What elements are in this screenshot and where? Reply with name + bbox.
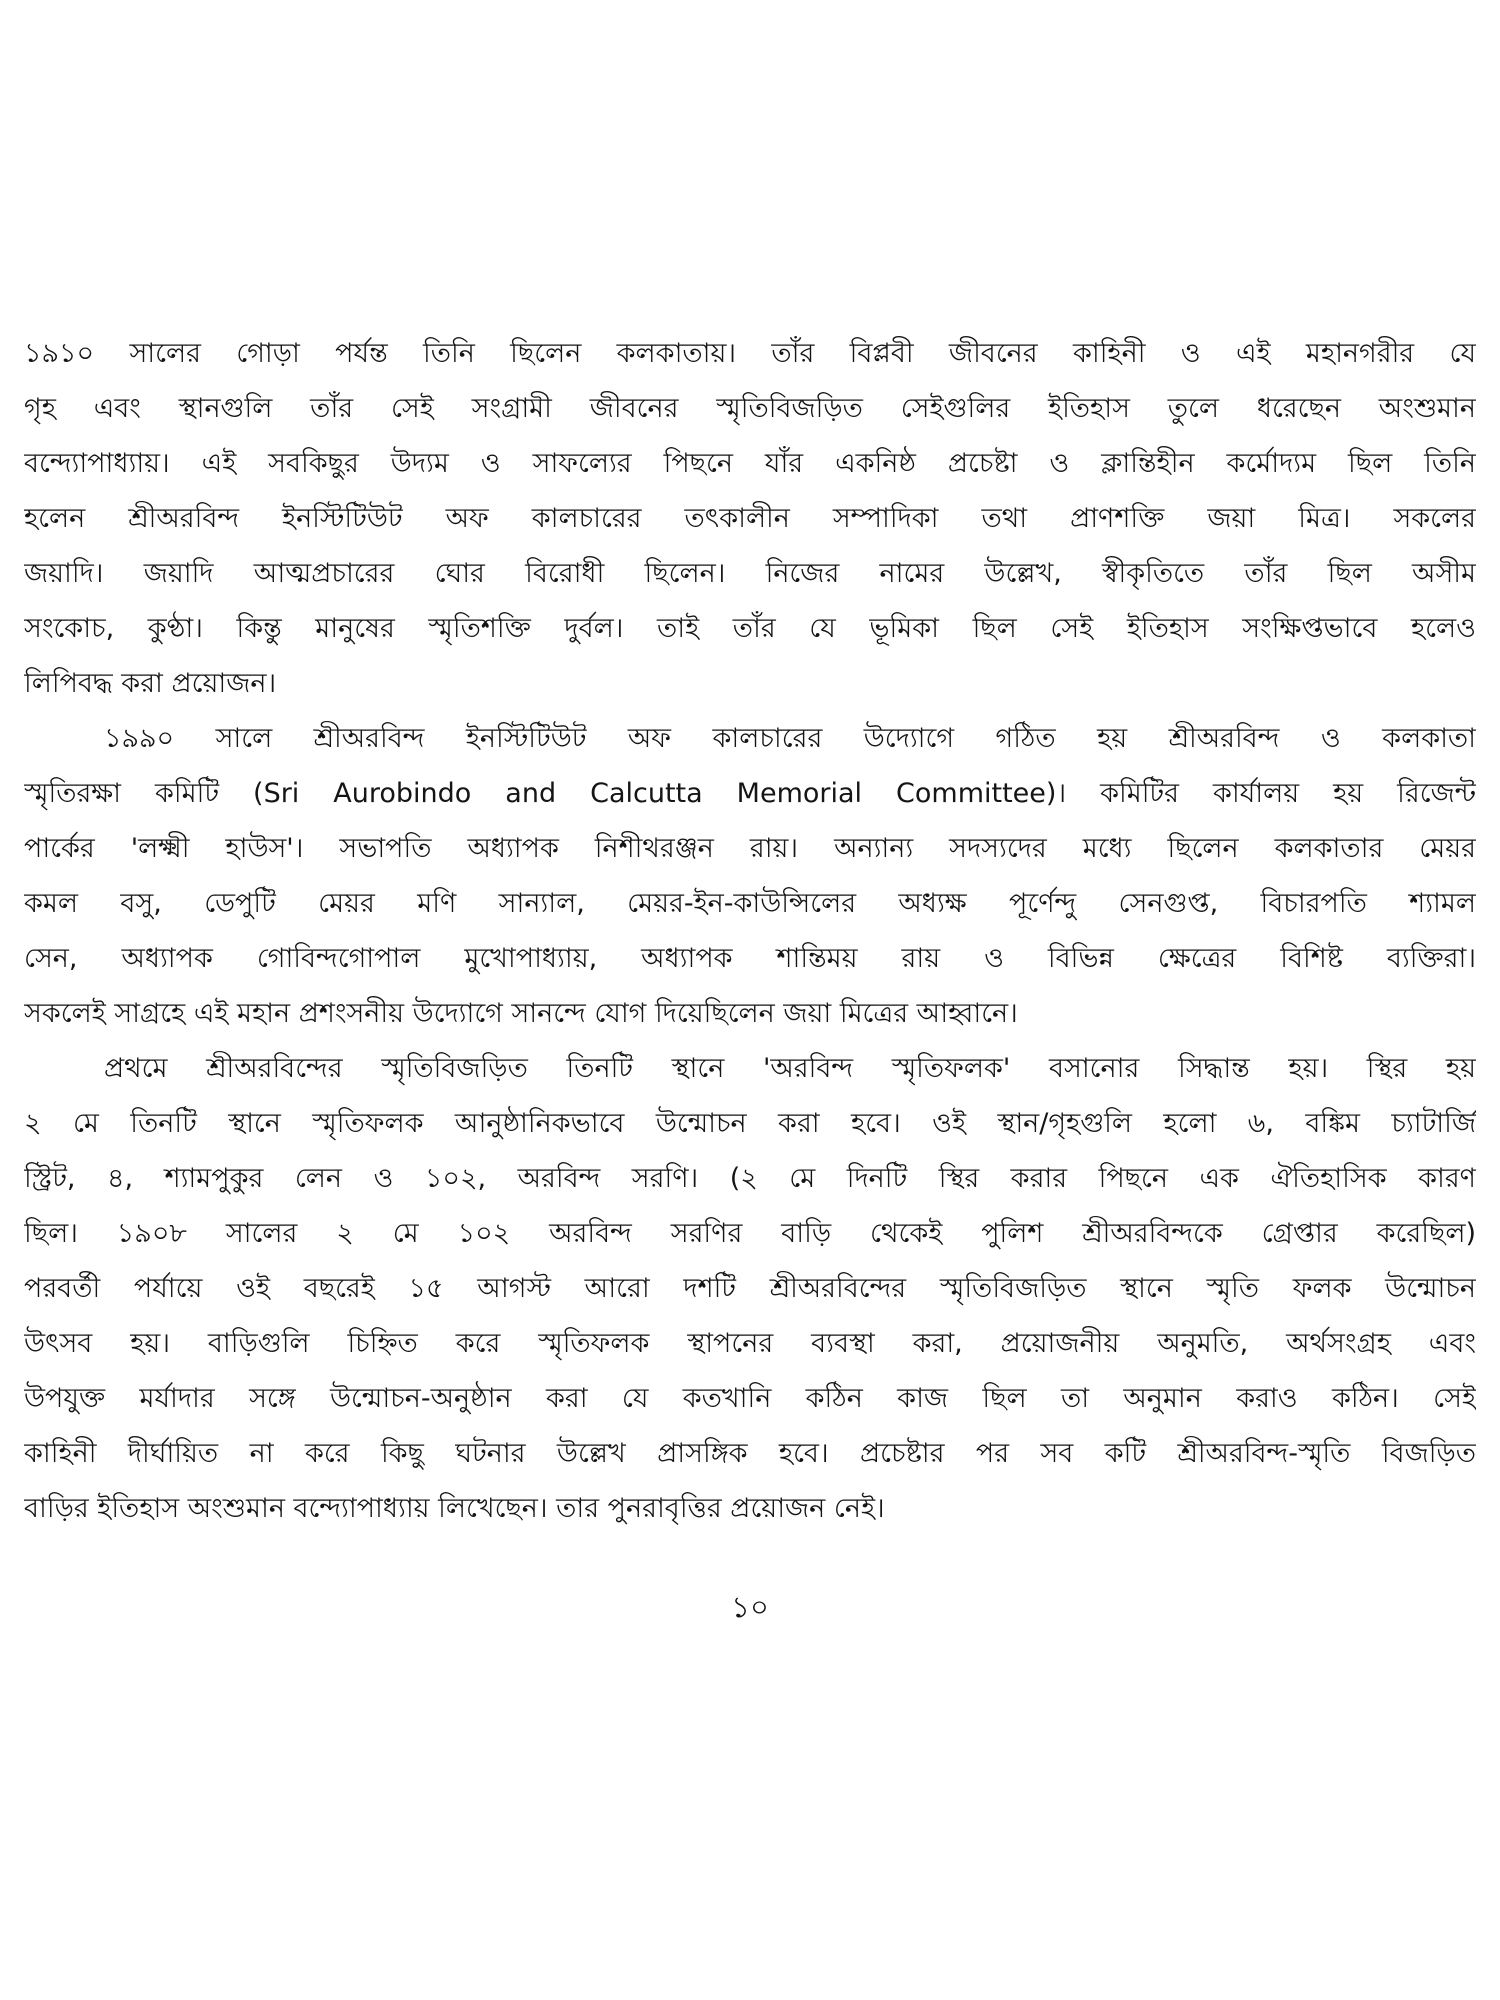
text-line-1: ১৯১০ সালের গোড়া পর্যন্ত তিনি ছিলেন কলকাতায়। তাঁর বিপ্লবী জীবনের কাহিনী ও এই মহানগরীর যে	[24, 338, 1476, 369]
page-number: ১০	[731, 1590, 769, 1624]
text-line-18: পরবর্তী পর্যায়ে ওই বছরেই ১৫ আগস্ট আরো দশটি শ্রীঅরবিন্দের স্মৃতিবিজড়িত স্থানে স্মৃতি ফলক উন্মোচন	[24, 1273, 1476, 1304]
text-line-5: জয়াদি। জয়াদি আত্মপ্রচারের ঘোর বিরোধী ছিলেন। নিজের নামের উল্লেখ, স্বীকৃতিতে তাঁর ছিল অসীম	[24, 558, 1476, 589]
text-line-2: গৃহ এবং স্থানগুলি তাঁর সেই সংগ্রামী জীবনের স্মৃতিবিজড়িত সেইগুলির ইতিহাস তুলে ধরেছেন অংশুমান	[24, 393, 1476, 424]
text-line-9: স্মৃতিরক্ষা কমিটি (Sri Aurobindo and Calcutta Memorial Committee)। কমিটির কার্যালয় হয় রিজেন্ট	[24, 778, 1476, 809]
text-line-13: সকলেই সাগ্রহে এই মহান প্রশংসনীয় উদ্যোগে সানন্দে যোগ দিয়েছিলেন জয়া মিত্রের আহ্বানে।	[24, 998, 1018, 1029]
text-line-14: প্রথমে শ্রীঅরবিন্দের স্মৃতিবিজড়িত তিনটি স্থানে 'অরবিন্দ স্মৃতিফলক' বসানোর সিদ্ধান্ত হয়। স্থির হয়	[104, 1053, 1476, 1084]
text-line-15: ২ মে তিনটি স্থানে স্মৃতিফলক আনুষ্ঠানিকভাবে উন্মোচন করা হবে। ওই স্থান/গৃহগুলি হলো ৬, বঙ্কিম চ্যাটার্জি	[24, 1108, 1476, 1139]
text-line-11: কমল বসু, ডেপুটি মেয়র মণি সান্যাল, মেয়র-ইন-কাউন্সিলের অধ্যক্ষ পূর্ণেন্দু সেনগুপ্ত, বিচারপতি শ্যামল	[24, 888, 1476, 919]
text-line-22: বাড়ির ইতিহাস অংশুমান বন্দ্যোপাধ্যায় লিখেছেন। তার পুনরাবৃত্তির প্রয়োজন নেই।	[24, 1493, 885, 1524]
text-line-17: ছিল। ১৯০৮ সালের ২ মে ১০২ অরবিন্দ সরণির বাড়ি থেকেই পুলিশ শ্রীঅরবিন্দকে গ্রেপ্তার করেছিল)	[24, 1218, 1476, 1249]
text-line-6: সংকোচ, কুণ্ঠা। কিন্তু মানুষের স্মৃতিশক্তি দুর্বল। তাই তাঁর যে ভূমিকা ছিল সেই ইতিহাস সংক্ষিপ্তভাবে হলেও	[24, 613, 1476, 644]
text-line-20: উপযুক্ত মর্যাদার সঙ্গে উন্মোচন-অনুষ্ঠান করা যে কতখানি কঠিন কাজ ছিল তা অনুমান করাও কঠিন। সেই	[24, 1383, 1476, 1414]
body-text	[24, 326, 1476, 1536]
text-line-19: উৎসব হয়। বাড়িগুলি চিহ্নিত করে স্মৃতিফলক স্থাপনের ব্যবস্থা করা, প্রয়োজনীয় অনুমতি, অর্থসংগ্রহ এবং	[24, 1328, 1476, 1359]
text-line-4: হলেন শ্রীঅরবিন্দ ইনস্টিটিউট অফ কালচারের তৎকালীন সম্পাদিকা তথা প্রাণশক্তি জয়া মিত্র। সকলের	[24, 503, 1476, 534]
text-line-12: সেন, অধ্যাপক গোবিন্দগোপাল মুখোপাধ্যায়, অধ্যাপক শান্তিময় রায় ও বিভিন্ন ক্ষেত্রের বিশিষ্ট ব্যক্তিরা।	[24, 943, 1476, 974]
text-line-16: স্ট্রিট, ৪, শ্যামপুকুর লেন ও ১০২, অরবিন্দ সরণি। (২ মে দিনটি স্থির করার পিছনে এক ঐতিহাসিক কারণ	[24, 1163, 1476, 1194]
text-line-3: বন্দ্যোপাধ্যায়। এই সবকিছুর উদ্যম ও সাফল্যের পিছনে যাঁর একনিষ্ঠ প্রচেষ্টা ও ক্লান্তিহীন কর্মোদ্যম ছিল তিনি	[24, 448, 1476, 479]
text-line-8: ১৯৯০ সালে শ্রীঅরবিন্দ ইনস্টিটিউট অফ কালচারের উদ্যোগে গঠিত হয় শ্রীঅরবিন্দ ও কলকাতা	[104, 723, 1476, 754]
text-line-21: কাহিনী দীর্ঘায়িত না করে কিছু ঘটনার উল্লেখ প্রাসঙ্গিক হবে। প্রচেষ্টার পর সব কটি শ্রীঅরবিন্দ-স্মৃতি বিজড়িত	[24, 1438, 1476, 1469]
text-line-10: পার্কের 'লক্ষ্মী হাউস'। সভাপতি অধ্যাপক নিশীথরঞ্জন রায়। অন্যান্য সদস্যদের মধ্যে ছিলেন কলকাতার মেয়র	[24, 833, 1476, 864]
text-line-7: লিপিবদ্ধ করা প্রয়োজন।	[24, 668, 277, 699]
